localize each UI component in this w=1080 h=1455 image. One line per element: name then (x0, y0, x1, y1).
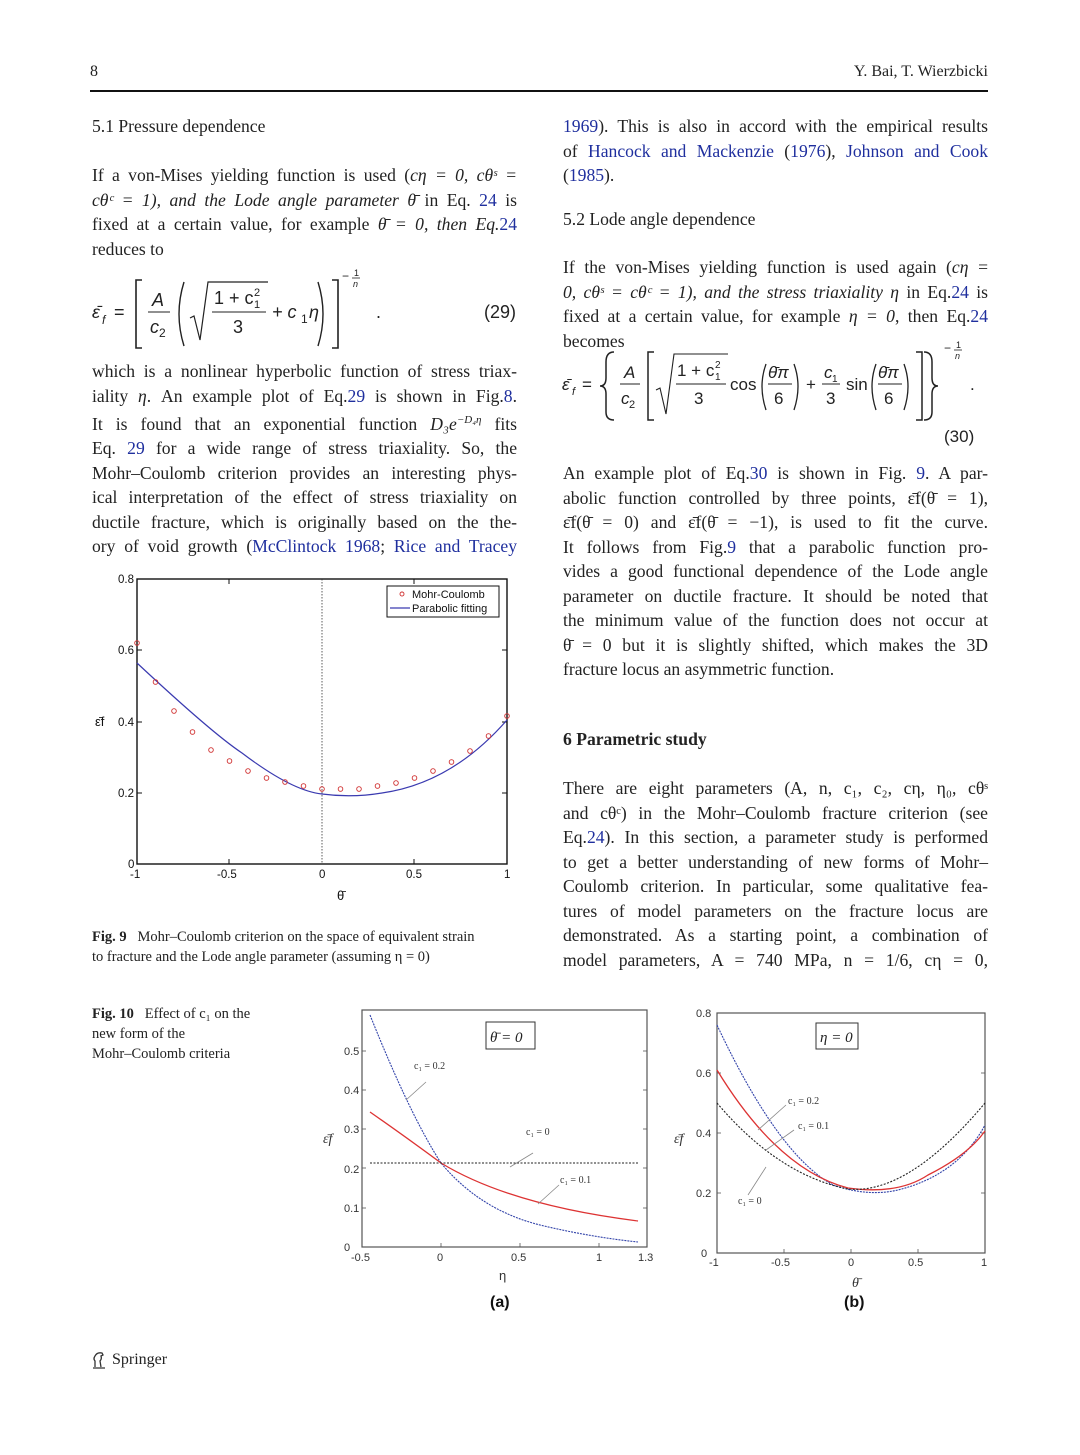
equation-29 (92, 268, 518, 356)
section-5-2-title: 5.2 Lode angle dependence (563, 209, 756, 229)
svg-text:1: 1 (301, 312, 308, 326)
fig-9-chart (92, 568, 522, 908)
page-number: 8 (90, 63, 98, 80)
svg-text:c: c (621, 389, 630, 408)
eq-24-link[interactable]: 24 (499, 214, 517, 234)
paragraph-lode-angle: If the von-Mises yielding function is used again (cη = 0, cθˢ = cθᶜ = 1), and the stress triaxiality η in Eq.24 is fixed at a certain value, for example η = 0, then Eq.24 becomes (563, 257, 989, 351)
svg-text:c₁ = 0: c₁ = 0 (738, 1196, 762, 1207)
svg-text:-0.5: -0.5 (771, 1257, 790, 1269)
svg-text:0.6: 0.6 (118, 645, 134, 657)
svg-text:1: 1 (956, 340, 962, 350)
svg-text:0: 0 (701, 1248, 708, 1260)
rice-tracey-1969-link[interactable]: 1969 (563, 116, 599, 136)
svg-text:1.3: 1.3 (638, 1252, 654, 1264)
svg-text:-1: -1 (130, 869, 141, 881)
year-1985-link[interactable]: 1985 (568, 165, 605, 185)
svg-text:c: c (824, 363, 833, 382)
svg-text:=: = (582, 375, 592, 394)
svg-text:ε̄f: ε̄f (674, 1132, 684, 1147)
svg-text:θ̄: θ̄ (852, 1276, 859, 1291)
section-6-title: 6 Parametric study (563, 729, 707, 749)
svg-text:θ̄: θ̄ (337, 888, 345, 903)
svg-text:1: 1 (981, 1257, 988, 1269)
svg-text:f: f (102, 313, 106, 327)
svg-text:0.8: 0.8 (696, 1008, 712, 1020)
paragraph-example-plot: An example plot of Eq.30 is shown in Fig. 9. A par- abolic function controlled by three points, ε̄f(θ̄ = 1), ε̄f(θ̄ = 0) and ε̄f(θ̄ = −1), is used to fit the curve. It follows from Fig.9 that a parabolic function pro- vides a good functional dependence of the Lode angle parameter on ductile fracture. It should be noted that the minimum value of the function does not occur at θ̄ = 0 but it is slightly shifted, which makes the 3D fracture locus an asymmetric function. (563, 463, 988, 679)
rice-tracey-link[interactable]: Rice and Tracey (393, 536, 517, 557)
fig-10b-chart (668, 1005, 998, 1320)
svg-text:c: c (150, 317, 159, 337)
svg-text:c₁ = 0.1: c₁ = 0.1 (560, 1175, 592, 1186)
svg-text:0.2: 0.2 (344, 1164, 360, 1176)
mcclintock-1968-link[interactable]: McClintock 1968 (252, 536, 381, 557)
svg-text:=: = (114, 302, 125, 322)
svg-text:c₁ = 0.2: c₁ = 0.2 (788, 1096, 820, 1107)
svg-text:0: 0 (344, 1242, 351, 1254)
svg-text:6: 6 (774, 389, 784, 408)
running-head-authors: Y. Bai, T. Wierzbicki (853, 63, 988, 80)
svg-text:3: 3 (826, 389, 836, 408)
svg-text:2: 2 (715, 360, 721, 371)
svg-text:0.4: 0.4 (118, 717, 134, 729)
svg-text:-0.5: -0.5 (351, 1252, 370, 1264)
johnson-cook-link[interactable]: Johnson and Cook (846, 140, 988, 161)
paragraph-continuation: 1969). This is also in accord with the empirical results of Hancock and Mackenzie (1976), Johnson and Cook (1985). (563, 116, 988, 185)
svg-text:θ̄π: θ̄π (768, 363, 789, 382)
svg-text:1 + c: 1 + c (677, 361, 715, 380)
svg-text:θ̄ = 0: θ̄ = 0 (490, 1030, 523, 1046)
eq-29-link[interactable]: 29 (347, 385, 366, 406)
eq-29-link[interactable]: 29 (127, 438, 145, 459)
svg-text:(b): (b) (844, 1294, 865, 1311)
springer-footer: Springer (90, 1350, 167, 1370)
svg-text:.: . (376, 302, 382, 322)
equation-30 (560, 340, 990, 450)
svg-text:2: 2 (629, 399, 636, 411)
svg-text:-0.5: -0.5 (217, 869, 237, 881)
svg-text:c₁ = 0.1: c₁ = 0.1 (798, 1121, 830, 1132)
svg-text:+: + (806, 375, 816, 394)
svg-text:-1: -1 (709, 1257, 719, 1269)
svg-text:1: 1 (254, 299, 261, 311)
svg-text:0.3: 0.3 (344, 1124, 360, 1136)
svg-text:ε̄f: ε̄f (95, 714, 105, 729)
svg-text:2: 2 (159, 326, 166, 340)
springer-horse-logo-icon (90, 1350, 108, 1370)
svg-text:1: 1 (832, 374, 838, 385)
svg-text:−: − (944, 341, 952, 355)
fig-9-link[interactable]: 9 (916, 463, 926, 483)
fig-9-legend (387, 586, 499, 617)
svg-text:3: 3 (233, 317, 244, 337)
svg-text:2: 2 (254, 287, 261, 299)
svg-text:f: f (572, 386, 576, 398)
svg-text:0: 0 (437, 1252, 444, 1264)
svg-text:0.4: 0.4 (696, 1128, 712, 1140)
svg-text:n: n (353, 279, 359, 289)
svg-text:0.4: 0.4 (344, 1085, 360, 1097)
svg-text:sin: sin (846, 375, 868, 394)
svg-text:ε̄: ε̄ (562, 375, 570, 394)
svg-text:1 + c: 1 + c (214, 288, 254, 308)
fig-8-link[interactable]: 8 (503, 385, 513, 406)
svg-text:0.2: 0.2 (696, 1188, 712, 1200)
paragraph-parametric-study: There are eight parameters (A, n, c₁, c₂, cη, η₀, cθˢ and cθᶜ) in the Mohr–Coulomb fracture criterion (see Eq.24). In this section, a parameter study is performed to get a better understanding of new forms of Mohr– Coulomb criterion. In particular, some qualitative fea- tures of model parameters on the fracture locus are demonstrated. As a starting point, a combination of model parameters, A = 740 MPa, n = 1/6, cη = 0, (563, 778, 988, 970)
svg-text:1: 1 (596, 1252, 603, 1264)
svg-text:(29): (29) (484, 302, 517, 322)
svg-text:1: 1 (715, 372, 721, 383)
svg-text:0.6: 0.6 (696, 1068, 712, 1080)
fig-9-caption: Fig. 9 Mohr–Coulomb criterion on the space of equivalent strain to fracture and the Lode angle parameter (assuming η = 0) (92, 929, 475, 965)
svg-text:cos: cos (730, 375, 757, 394)
paragraph-hyperbolic: which is a nonlinear hyperbolic function of stress triax- iality η. An example plot of Eq.29 is shown in Fig.8. It is found that an exponential function $D_3e^{-D_4\eta}$ fits Eq. 29 for a wide range of stress triaxiality. So, the Mohr–Coulomb criterion provides an interesting phys- ical interpretation of the effect of stress triaxiality on ductile fracture, which is originally based on the the- ory of void growth (McClintock 1968; Rice and Tracey (92, 361, 518, 557)
svg-text:1: 1 (504, 869, 511, 881)
eq-24-link[interactable]: 24 (586, 827, 605, 847)
svg-text:0.5: 0.5 (406, 869, 422, 881)
svg-text:c₁ = 0.2: c₁ = 0.2 (414, 1061, 446, 1072)
svg-text:.: . (970, 375, 975, 394)
svg-text:0.5: 0.5 (344, 1046, 360, 1058)
svg-text:A: A (152, 290, 165, 310)
svg-text:ε̄f: ε̄f (323, 1132, 333, 1147)
fig-10-caption: Fig. 10 Effect of c₁ on the new form of the Mohr–Coulomb criteria (92, 1006, 251, 1062)
svg-text:0: 0 (848, 1257, 855, 1269)
svg-text:0: 0 (128, 859, 135, 871)
svg-text:(a): (a) (490, 1294, 510, 1311)
header-rule (90, 90, 988, 92)
svg-text:0.1: 0.1 (344, 1203, 360, 1215)
svg-text:1: 1 (354, 268, 360, 278)
svg-text:−: − (342, 269, 350, 283)
svg-text:0: 0 (319, 869, 326, 881)
svg-text:0.8: 0.8 (118, 574, 134, 586)
svg-text:6: 6 (884, 389, 894, 408)
svg-text:c₁ = 0: c₁ = 0 (526, 1127, 550, 1138)
section-5-1-title: 5.1 Pressure dependence (92, 116, 266, 136)
hancock-mackenzie-link[interactable]: Hancock and Mackenzie (588, 140, 774, 161)
svg-text:0.5: 0.5 (908, 1257, 924, 1269)
svg-text:0.5: 0.5 (511, 1252, 527, 1264)
svg-text:η: η (499, 1268, 507, 1283)
svg-text:3: 3 (694, 389, 704, 408)
svg-text:η = 0: η = 0 (820, 1030, 853, 1046)
year-1976-link[interactable]: 1976 (790, 140, 826, 161)
svg-text:(30): (30) (944, 427, 975, 446)
svg-text:ε̄: ε̄ (92, 302, 100, 322)
svg-text:n: n (955, 351, 961, 361)
eq-24-link[interactable]: 24 (970, 306, 988, 326)
svg-text:Mohr-Coulomb: Mohr-Coulomb (412, 589, 485, 601)
eq-24-link[interactable]: 24 (951, 281, 969, 302)
fig-9-link[interactable]: 9 (727, 536, 737, 557)
fig-10a-chart (310, 1005, 660, 1320)
svg-text:η: η (309, 302, 319, 322)
eq-24-link[interactable]: 24 (479, 189, 497, 210)
paragraph-pressure-dependence: If a von-Mises yielding function is used (cη = 0, cθˢ = cθᶜ = 1), and the Lode angle parameter θ̄ in Eq. 24 is fixed at a certain value, for example θ̄ = 0, then Eq.24 reduces to (92, 165, 517, 259)
svg-text:+ c: + c (272, 302, 297, 322)
svg-text:θ̄π: θ̄π (878, 363, 899, 382)
svg-text:A: A (624, 363, 636, 382)
svg-text:0.2: 0.2 (118, 788, 134, 800)
eq-30-link[interactable]: 30 (749, 463, 768, 483)
svg-text:Parabolic fitting: Parabolic fitting (412, 603, 488, 615)
